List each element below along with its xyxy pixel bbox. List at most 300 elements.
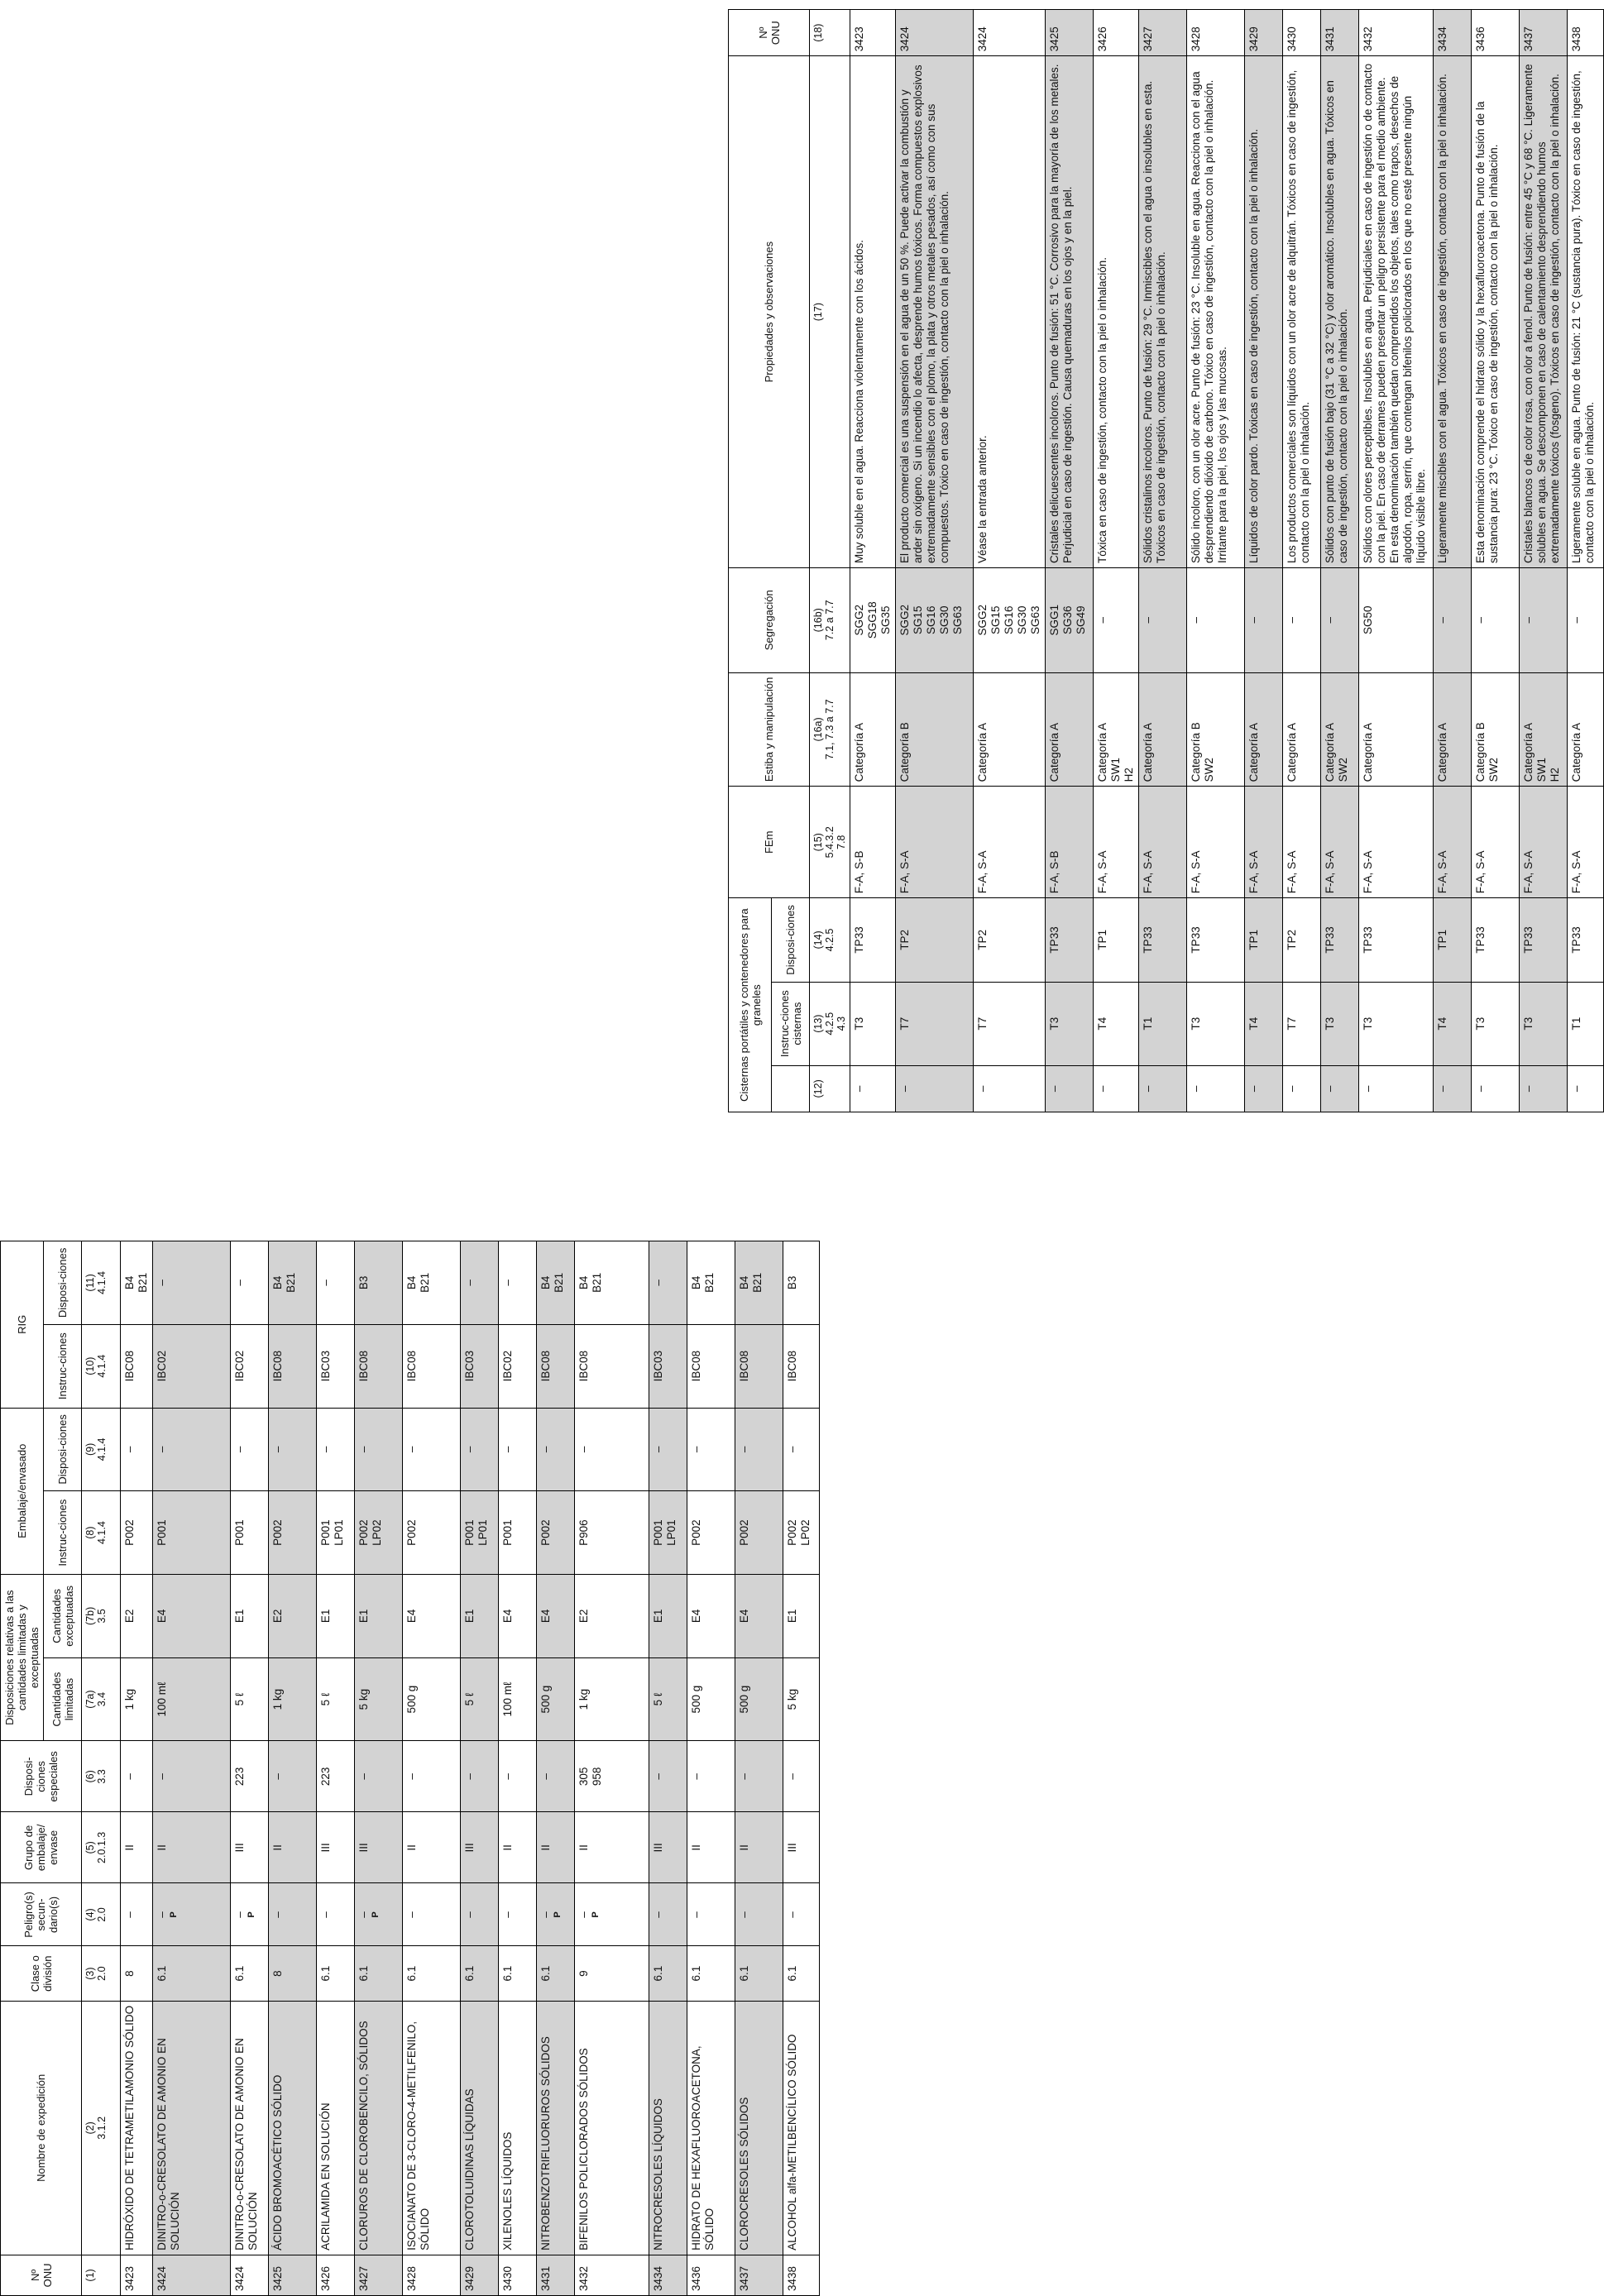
un-number: 3434 bbox=[1434, 10, 1472, 56]
stowage-cell: Categoría A bbox=[1139, 672, 1187, 787]
shipping-name: DINITRO-o-CRESOLATO DE AMONIO EN SOLUCIÓN bbox=[231, 2001, 269, 2255]
packing-instruction-cell: P002 bbox=[403, 1491, 461, 1575]
tank-provision-cell: TP33 bbox=[1187, 898, 1245, 982]
stowage-cell: Categoría A bbox=[1434, 672, 1472, 787]
column-number: (8) 4.1.4 bbox=[82, 1491, 121, 1575]
subsidiary-risk-cell: – bbox=[403, 1883, 461, 1946]
header-packing-instructions: Instruc-ciones bbox=[44, 1491, 82, 1575]
column-number: (1) bbox=[82, 2255, 121, 2295]
subsidiary-risk-cell: – P bbox=[575, 1883, 649, 1946]
special-provisions-cell: – bbox=[649, 1741, 687, 1812]
ibc-provision-cell: B4 B21 bbox=[269, 1241, 317, 1325]
tank-instruction-cell: T3 bbox=[1472, 982, 1520, 1065]
header-un-no: Nº ONU bbox=[1, 2255, 82, 2295]
segregation-cell: SGG2 SGG18 SG35 bbox=[850, 567, 896, 672]
tank-instruction-cell: T3 bbox=[1359, 982, 1434, 1065]
packing-group-cell: III bbox=[461, 1812, 499, 1883]
packing-instruction-cell: P001 bbox=[499, 1491, 537, 1575]
table-row bbox=[974, 10, 1046, 1112]
table-row bbox=[1321, 10, 1359, 1112]
segregation-cell: – bbox=[1568, 567, 1604, 672]
shipping-name: ÁCIDO BROMOACÉTICO SÓLIDO bbox=[269, 2001, 317, 2255]
table-row bbox=[783, 1241, 820, 2296]
packing-provision-cell: – bbox=[499, 1408, 537, 1491]
ibc-provision-cell: – bbox=[153, 1241, 231, 1325]
un-number: 3430 bbox=[1283, 10, 1321, 56]
ibc-instruction-cell: IBC08 bbox=[575, 1324, 649, 1408]
stowage-cell: Categoría A bbox=[1283, 672, 1321, 787]
tank-provision-cell: TP1 bbox=[1434, 898, 1472, 982]
col12-cell: – bbox=[1139, 1065, 1187, 1112]
segregation-cell: SG50 bbox=[1359, 567, 1434, 672]
un-number: 3423 bbox=[850, 10, 896, 56]
tank-instruction-cell: T4 bbox=[1094, 982, 1139, 1065]
shipping-name: CLOROCRESOLES SÓLIDOS bbox=[735, 2001, 783, 2255]
limited-quantity-cell: 5 ℓ bbox=[231, 1657, 269, 1741]
properties-cell: Ligeramente miscibles con el agua. Tóxicos en caso de ingestión, contacto con la piel o inhalación. bbox=[1434, 56, 1472, 568]
table-row bbox=[1283, 10, 1321, 1112]
stowage-cell: Categoría B SW2 bbox=[1472, 672, 1520, 787]
table-row bbox=[231, 1241, 269, 2296]
table-row bbox=[1434, 10, 1472, 1112]
properties-cell: Véase la entrada anterior. bbox=[974, 56, 1046, 568]
subsidiary-risk-cell: – bbox=[783, 1883, 820, 1946]
table-row bbox=[1046, 10, 1094, 1112]
tank-provision-cell: TP2 bbox=[896, 898, 974, 982]
packing-group-cell: III bbox=[649, 1812, 687, 1883]
col12-cell: – bbox=[896, 1065, 974, 1112]
ems-cell: F-A, S-A bbox=[1283, 787, 1321, 898]
un-number: 3424 bbox=[974, 10, 1046, 56]
dangerous-goods-table-left bbox=[0, 1241, 820, 2296]
packing-instruction-cell: P002 bbox=[687, 1491, 735, 1575]
packing-provision-cell: – bbox=[231, 1408, 269, 1491]
header-packing-provisions: Disposi-ciones bbox=[44, 1408, 82, 1491]
ems-cell: F-A, S-B bbox=[1046, 787, 1094, 898]
packing-instruction-cell: P002 bbox=[735, 1491, 783, 1575]
packing-provision-cell: – bbox=[461, 1408, 499, 1491]
class-cell: 6.1 bbox=[153, 1946, 231, 2001]
ibc-provision-cell: B4 B21 bbox=[537, 1241, 575, 1325]
tank-instruction-cell: T7 bbox=[896, 982, 974, 1065]
table-row bbox=[317, 1241, 355, 2296]
stowage-cell: Categoría B bbox=[896, 672, 974, 787]
packing-group-cell: II bbox=[269, 1812, 317, 1883]
stowage-cell: Categoría A bbox=[1359, 672, 1434, 787]
ems-cell: F-A, S-A bbox=[974, 787, 1046, 898]
un-number: 3429 bbox=[1245, 10, 1283, 56]
excepted-quantity-cell: E1 bbox=[317, 1574, 355, 1657]
un-number: 3424 bbox=[153, 2255, 231, 2295]
properties-cell: Líquidos de color pardo. Tóxicas en caso de ingestión, contacto con la piel o inhalación. bbox=[1245, 56, 1283, 568]
packing-group-cell: II bbox=[499, 1812, 537, 1883]
ibc-instruction-cell: IBC08 bbox=[269, 1324, 317, 1408]
stowage-cell: Categoría A SW1 H2 bbox=[1094, 672, 1139, 787]
ibc-instruction-cell: IBC08 bbox=[783, 1324, 820, 1408]
header-subsidiary-risk: Peligro(s) secun-dario(s) bbox=[1, 1883, 82, 1946]
table-row bbox=[355, 1241, 403, 2296]
shipping-name: HIDRÓXIDO DE TETRAMETILAMONIO SÓLIDO bbox=[121, 2001, 153, 2255]
header-proper-shipping-name: Nombre de expedición bbox=[1, 2001, 82, 2255]
tank-provision-cell: TP33 bbox=[1321, 898, 1359, 982]
column-number: (6) 3.3 bbox=[82, 1741, 121, 1812]
un-number: 3429 bbox=[461, 2255, 499, 2295]
un-number: 3426 bbox=[317, 2255, 355, 2295]
packing-group-cell: II bbox=[121, 1812, 153, 1883]
segregation-cell: – bbox=[1187, 567, 1245, 672]
tank-instruction-cell: T4 bbox=[1434, 982, 1472, 1065]
column-number: (16a) 7.1, 7.3 a 7.7 bbox=[810, 672, 850, 787]
col12-cell: – bbox=[850, 1065, 896, 1112]
packing-instruction-cell: P001 bbox=[153, 1491, 231, 1575]
subsidiary-risk-cell: – P bbox=[537, 1883, 575, 1946]
ems-cell: F-A, S-A bbox=[1472, 787, 1520, 898]
header-ibc-group: RIG bbox=[1, 1241, 44, 1409]
class-cell: 6.1 bbox=[783, 1946, 820, 2001]
ems-cell: F-A, S-A bbox=[1568, 787, 1604, 898]
tank-instruction-cell: T3 bbox=[1321, 982, 1359, 1065]
ems-cell: F-A, S-B bbox=[850, 787, 896, 898]
shipping-name: ALCOHOL alfa-METILBENCÍLICO SÓLIDO bbox=[783, 2001, 820, 2255]
tank-provision-cell: TP1 bbox=[1245, 898, 1283, 982]
packing-provision-cell: – bbox=[153, 1408, 231, 1491]
limited-quantity-cell: 1 kg bbox=[575, 1657, 649, 1741]
subsidiary-risk-cell: – bbox=[649, 1883, 687, 1946]
limited-quantity-cell: 5 kg bbox=[783, 1657, 820, 1741]
special-provisions-cell: – bbox=[355, 1741, 403, 1812]
header-class: Clase o división bbox=[1, 1946, 82, 2001]
packing-group-cell: III bbox=[231, 1812, 269, 1883]
packing-instruction-cell: P002 bbox=[121, 1491, 153, 1575]
table-row bbox=[575, 1241, 649, 2296]
segregation-cell: – bbox=[1139, 567, 1187, 672]
header-packing-group: Grupo de embalaje/ envase bbox=[1, 1812, 82, 1883]
segregation-cell: SGG2 SG15 SG16 SG30 SG63 bbox=[974, 567, 1046, 672]
packing-provision-cell: – bbox=[687, 1408, 735, 1491]
properties-cell: Cristales delicuescentes incoloros. Punto de fusión: 51 °C. Corrosivo para la mayoría de los metales. Perjudicial en caso de ingestión. Causa quemaduras en los ojos y en la piel. bbox=[1046, 56, 1094, 568]
header-limited-excepted-group: Disposiciones relativas a las cantidades limitadas y exceptuadas bbox=[1, 1574, 44, 1740]
stowage-cell: Categoría A SW2 bbox=[1321, 672, 1359, 787]
limited-quantity-cell: 5 ℓ bbox=[649, 1657, 687, 1741]
excepted-quantity-cell: E2 bbox=[269, 1574, 317, 1657]
packing-group-cell: III bbox=[355, 1812, 403, 1883]
table-row bbox=[153, 1241, 231, 2296]
table-row bbox=[1568, 10, 1604, 1112]
column-number: (17) bbox=[810, 56, 850, 568]
marine-pollutant-mark: P bbox=[169, 1911, 179, 1918]
un-number: 3431 bbox=[537, 2255, 575, 2295]
properties-cell: Sólido incoloro, con un olor acre. Punto de fusión: 23 °C. Insoluble en agua. Reacciona con el agua desprendiendo dióxido de carbono. Tóxico en caso de ingestión, contacto con la piel o inhalación. Irritante para la piel, los ojos y las mucosas. bbox=[1187, 56, 1245, 568]
col12-cell: – bbox=[1245, 1065, 1283, 1112]
packing-provision-cell: – bbox=[317, 1408, 355, 1491]
properties-cell: Ligeramente soluble en agua. Punto de fusión: 21 °C (sustancia pura). Tóxico en caso de ingestión, contacto con la piel o inhalación. bbox=[1568, 56, 1604, 568]
header-limited-quantities: Cantidades limitadas bbox=[44, 1657, 82, 1741]
shipping-name: ISOCIANATO DE 3-CLORO-4-METILFENILO, SÓLIDO bbox=[403, 2001, 461, 2255]
ibc-provision-cell: B4 B21 bbox=[121, 1241, 153, 1325]
packing-instruction-cell: P002 LP02 bbox=[355, 1491, 403, 1575]
ems-cell: F-A, S-A bbox=[1321, 787, 1359, 898]
column-number: (15) 5.4.3.2 7.8 bbox=[810, 787, 850, 898]
col12-cell: – bbox=[1520, 1065, 1568, 1112]
subsidiary-risk-cell: – P bbox=[231, 1883, 269, 1946]
column-number: (12) bbox=[810, 1065, 850, 1112]
special-provisions-cell: – bbox=[783, 1741, 820, 1812]
class-cell: 8 bbox=[121, 1946, 153, 2001]
ems-cell: F-A, S-A bbox=[1359, 787, 1434, 898]
tank-provision-cell: TP33 bbox=[1472, 898, 1520, 982]
special-provisions-cell: – bbox=[537, 1741, 575, 1812]
tank-instruction-cell: T3 bbox=[1520, 982, 1568, 1065]
special-provisions-cell: 223 bbox=[231, 1741, 269, 1812]
packing-provision-cell: – bbox=[649, 1408, 687, 1491]
ibc-instruction-cell: IBC08 bbox=[121, 1324, 153, 1408]
header-special-provisions: Disposi-ciones especiales bbox=[1, 1741, 82, 1812]
limited-quantity-cell: 500 g bbox=[687, 1657, 735, 1741]
subsidiary-risk-cell: – P bbox=[355, 1883, 403, 1946]
ibc-provision-cell: B3 bbox=[783, 1241, 820, 1325]
segregation-cell: – bbox=[1472, 567, 1520, 672]
column-number: (7a) 3.4 bbox=[82, 1657, 121, 1741]
properties-cell: Los productos comerciales son líquidos con un olor acre de alquitrán. Tóxicos en caso de ingestión, contacto con la piel o inhalación. bbox=[1283, 56, 1321, 568]
excepted-quantity-cell: E1 bbox=[231, 1574, 269, 1657]
ems-cell: F-A, S-A bbox=[1434, 787, 1472, 898]
packing-provision-cell: – bbox=[537, 1408, 575, 1491]
table-row bbox=[1472, 10, 1520, 1112]
marine-pollutant-mark: P bbox=[371, 1911, 381, 1918]
class-cell: 9 bbox=[575, 1946, 649, 2001]
tank-instruction-cell: T3 bbox=[850, 982, 896, 1065]
packing-group-cell: III bbox=[783, 1812, 820, 1883]
limited-quantity-cell: 5 kg bbox=[355, 1657, 403, 1741]
segregation-cell: – bbox=[1434, 567, 1472, 672]
limited-quantity-cell: 500 g bbox=[537, 1657, 575, 1741]
properties-cell: Sólidos con punto de fusión bajo (31 °C a 32 °C) y olor aromático. Insolubles en agua. Tóxicos en caso de ingestión, contacto con la piel o inhalación. bbox=[1321, 56, 1359, 568]
tank-provision-cell: TP2 bbox=[1283, 898, 1321, 982]
ibc-instruction-cell: IBC08 bbox=[735, 1324, 783, 1408]
subsidiary-risk-cell: – bbox=[687, 1883, 735, 1946]
ibc-instruction-cell: IBC03 bbox=[317, 1324, 355, 1408]
tank-provision-cell: TP33 bbox=[1359, 898, 1434, 982]
column-number: (10) 4.1.4 bbox=[82, 1324, 121, 1408]
subsidiary-risk-cell: – bbox=[121, 1883, 153, 1946]
excepted-quantity-cell: E1 bbox=[649, 1574, 687, 1657]
packing-provision-cell: – bbox=[783, 1408, 820, 1491]
packing-group-cell: II bbox=[537, 1812, 575, 1883]
column-number: (5) 2.0.1.3 bbox=[82, 1812, 121, 1883]
un-number: 3427 bbox=[1139, 10, 1187, 56]
ems-cell: F-A, S-A bbox=[1187, 787, 1245, 898]
ibc-provision-cell: B4 B21 bbox=[687, 1241, 735, 1325]
col12-cell: – bbox=[1094, 1065, 1139, 1112]
column-number-row bbox=[810, 10, 850, 1112]
shipping-name: HIDRATO DE HEXAFLUOROACETONA, SÓLIDO bbox=[687, 2001, 735, 2255]
special-provisions-cell: – bbox=[153, 1741, 231, 1812]
excepted-quantity-cell: E4 bbox=[537, 1574, 575, 1657]
ibc-instruction-cell: IBC02 bbox=[153, 1324, 231, 1408]
column-number: (3) 2.0 bbox=[82, 1946, 121, 2001]
col12-cell: – bbox=[1187, 1065, 1245, 1112]
subsidiary-risk-cell: – P bbox=[153, 1883, 231, 1946]
limited-quantity-cell: 100 mℓ bbox=[499, 1657, 537, 1741]
special-provisions-cell: – bbox=[461, 1741, 499, 1812]
un-number: 3424 bbox=[896, 10, 974, 56]
ibc-instruction-cell: IBC08 bbox=[687, 1324, 735, 1408]
marine-pollutant-mark: P bbox=[553, 1911, 563, 1918]
stowage-cell: Categoría A SW1 H2 bbox=[1520, 672, 1568, 787]
header-packing-group-main: Embalaje/envasado bbox=[1, 1408, 44, 1574]
un-number: 3436 bbox=[1472, 10, 1520, 56]
table-row bbox=[1359, 10, 1434, 1112]
subsidiary-risk-cell: – bbox=[499, 1883, 537, 1946]
table-row bbox=[1139, 10, 1187, 1112]
subsidiary-risk-cell: – bbox=[461, 1883, 499, 1946]
col12-cell: – bbox=[1283, 1065, 1321, 1112]
tank-provision-cell: TP33 bbox=[1520, 898, 1568, 982]
tank-instruction-cell: T3 bbox=[1046, 982, 1094, 1065]
class-cell: 6.1 bbox=[735, 1946, 783, 2001]
packing-provision-cell: – bbox=[121, 1408, 153, 1491]
packing-instruction-cell: P002 bbox=[537, 1491, 575, 1575]
tank-provision-cell: TP33 bbox=[850, 898, 896, 982]
column-number: (9) 4.1.4 bbox=[82, 1408, 121, 1491]
right-table-panel bbox=[728, 9, 1596, 1112]
ibc-instruction-cell: IBC02 bbox=[231, 1324, 269, 1408]
packing-provision-cell: – bbox=[575, 1408, 649, 1491]
packing-provision-cell: – bbox=[735, 1408, 783, 1491]
un-number: 3434 bbox=[649, 2255, 687, 2295]
left-table-panel bbox=[0, 1241, 812, 2296]
packing-group-cell: II bbox=[687, 1812, 735, 1883]
un-number: 3428 bbox=[1187, 10, 1245, 56]
stowage-cell: Categoría A bbox=[1568, 672, 1604, 787]
column-number: (7b) 3.5 bbox=[82, 1574, 121, 1657]
un-number: 3432 bbox=[1359, 10, 1434, 56]
header-ibc-instructions: Instruc-ciones bbox=[44, 1324, 82, 1408]
ibc-provision-cell: – bbox=[317, 1241, 355, 1325]
packing-group-cell: II bbox=[153, 1812, 231, 1883]
ibc-provision-cell: – bbox=[649, 1241, 687, 1325]
un-number: 3432 bbox=[575, 2255, 649, 2295]
header-excepted-quantities: Cantidades exceptuadas bbox=[44, 1574, 82, 1657]
segregation-cell: – bbox=[1283, 567, 1321, 672]
segregation-cell: SGG2 SG15 SG16 SG30 SG63 bbox=[896, 567, 974, 672]
segregation-cell: SGG1 SG36 SG49 bbox=[1046, 567, 1094, 672]
column-number: (11) 4.1.4 bbox=[82, 1241, 121, 1325]
packing-group-cell: III bbox=[317, 1812, 355, 1883]
ems-cell: F-A, S-A bbox=[1520, 787, 1568, 898]
limited-quantity-cell: 1 kg bbox=[121, 1657, 153, 1741]
header-ibc-provisions: Disposi-ciones bbox=[44, 1241, 82, 1325]
stowage-cell: Categoría B SW2 bbox=[1187, 672, 1245, 787]
tank-instruction-cell: T1 bbox=[1568, 982, 1604, 1065]
tank-instruction-cell: T7 bbox=[1283, 982, 1321, 1065]
column-number-row bbox=[82, 1241, 121, 2296]
table-row bbox=[735, 1241, 783, 2296]
properties-cell: Muy soluble en el agua. Reacciona violentamente con los ácidos. bbox=[850, 56, 896, 568]
special-provisions-cell: – bbox=[269, 1741, 317, 1812]
header-tank-instructions: Instruc-ciones cisternas bbox=[772, 982, 810, 1065]
tank-provision-cell: TP1 bbox=[1094, 898, 1139, 982]
class-cell: 6.1 bbox=[355, 1946, 403, 2001]
properties-cell: Sólidos con olores perceptibles. Insolubles en agua. Perjudiciales en caso de ingestión o de contacto con la piel. En caso de derrames pueden presentar un peligro persistente para el medio ambiente. En esta denominación también quedan comprendidos los objetos, tales como trapos, desechos de algodón, ropa, serrín, que contengan bifenilos policlorados en los que no esté presente ningún líquido visible libre. bbox=[1359, 56, 1434, 568]
un-number: 3425 bbox=[1046, 10, 1094, 56]
table-row bbox=[850, 10, 896, 1112]
col12-cell: – bbox=[1568, 1065, 1604, 1112]
dangerous-goods-table-right bbox=[728, 9, 1604, 1112]
header-stowage: Estiba y manipulación bbox=[729, 672, 810, 787]
stowage-cell: Categoría A bbox=[1245, 672, 1283, 787]
un-number: 3437 bbox=[1520, 10, 1568, 56]
packing-instruction-cell: P001 LP01 bbox=[461, 1491, 499, 1575]
special-provisions-cell: – bbox=[403, 1741, 461, 1812]
shipping-name: NITROCRESOLES LÍQUIDOS bbox=[649, 2001, 687, 2255]
header-properties: Propiedades y observaciones bbox=[729, 56, 810, 568]
class-cell: 6.1 bbox=[499, 1946, 537, 2001]
segregation-cell: – bbox=[1094, 567, 1139, 672]
un-number: 3431 bbox=[1321, 10, 1359, 56]
tank-provision-cell: TP2 bbox=[974, 898, 1046, 982]
limited-quantity-cell: 5 ℓ bbox=[317, 1657, 355, 1741]
shipping-name: BIFENILOS POLICLORADOS SÓLIDOS bbox=[575, 2001, 649, 2255]
class-cell: 6.1 bbox=[649, 1946, 687, 2001]
class-cell: 6.1 bbox=[537, 1946, 575, 2001]
header-tank-provisions: Disposi-ciones bbox=[772, 898, 810, 982]
shipping-name: NITROBENZOTRIFLUORUROS SÓLIDOS bbox=[537, 2001, 575, 2255]
un-number: 3438 bbox=[783, 2255, 820, 2295]
packing-group-cell: II bbox=[735, 1812, 783, 1883]
properties-cell: Esta denominación comprende el hidrato sólido y la hexafluoroacetona. Punto de fusión de la sustancia pura: 23 °C. Tóxico en caso de ingestión, contacto con la piel o inhalación. bbox=[1472, 56, 1520, 568]
packing-instruction-cell: P001 bbox=[231, 1491, 269, 1575]
ibc-instruction-cell: IBC02 bbox=[499, 1324, 537, 1408]
header-ems: FEm bbox=[729, 787, 810, 898]
col12-cell: – bbox=[1472, 1065, 1520, 1112]
un-number: 3436 bbox=[687, 2255, 735, 2295]
special-provisions-cell: 223 bbox=[317, 1741, 355, 1812]
table-row bbox=[403, 1241, 461, 2296]
packing-instruction-cell: P001 LP01 bbox=[317, 1491, 355, 1575]
subsidiary-risk-cell: – bbox=[317, 1883, 355, 1946]
stowage-cell: Categoría A bbox=[974, 672, 1046, 787]
class-cell: 6.1 bbox=[317, 1946, 355, 2001]
un-number: 3427 bbox=[355, 2255, 403, 2295]
marine-pollutant-mark: P bbox=[247, 1911, 256, 1918]
tank-instruction-cell: T1 bbox=[1139, 982, 1187, 1065]
column-number: (14) 4.2.5 bbox=[810, 898, 850, 982]
table-row bbox=[687, 1241, 735, 2296]
properties-cell: Tóxica en caso de ingestión, contacto con la piel o inhalación. bbox=[1094, 56, 1139, 568]
un-number: 3438 bbox=[1568, 10, 1604, 56]
marine-pollutant-mark: P bbox=[591, 1911, 601, 1918]
stowage-cell: Categoría A bbox=[1046, 672, 1094, 787]
excepted-quantity-cell: E1 bbox=[461, 1574, 499, 1657]
un-number: 3426 bbox=[1094, 10, 1139, 56]
packing-group-cell: II bbox=[575, 1812, 649, 1883]
packing-provision-cell: – bbox=[403, 1408, 461, 1491]
ibc-provision-cell: B4 B21 bbox=[735, 1241, 783, 1325]
ibc-instruction-cell: IBC03 bbox=[649, 1324, 687, 1408]
col12-cell: – bbox=[974, 1065, 1046, 1112]
ibc-provision-cell: B3 bbox=[355, 1241, 403, 1325]
col12-cell: – bbox=[1434, 1065, 1472, 1112]
packing-instruction-cell: P002 bbox=[269, 1491, 317, 1575]
header-col12 bbox=[772, 1065, 810, 1112]
subsidiary-risk-cell: – bbox=[735, 1883, 783, 1946]
col12-cell: – bbox=[1321, 1065, 1359, 1112]
excepted-quantity-cell: E4 bbox=[735, 1574, 783, 1657]
un-number: 3424 bbox=[231, 2255, 269, 2295]
packing-instruction-cell: P906 bbox=[575, 1491, 649, 1575]
header-un-no-right: Nº ONU bbox=[729, 10, 810, 56]
